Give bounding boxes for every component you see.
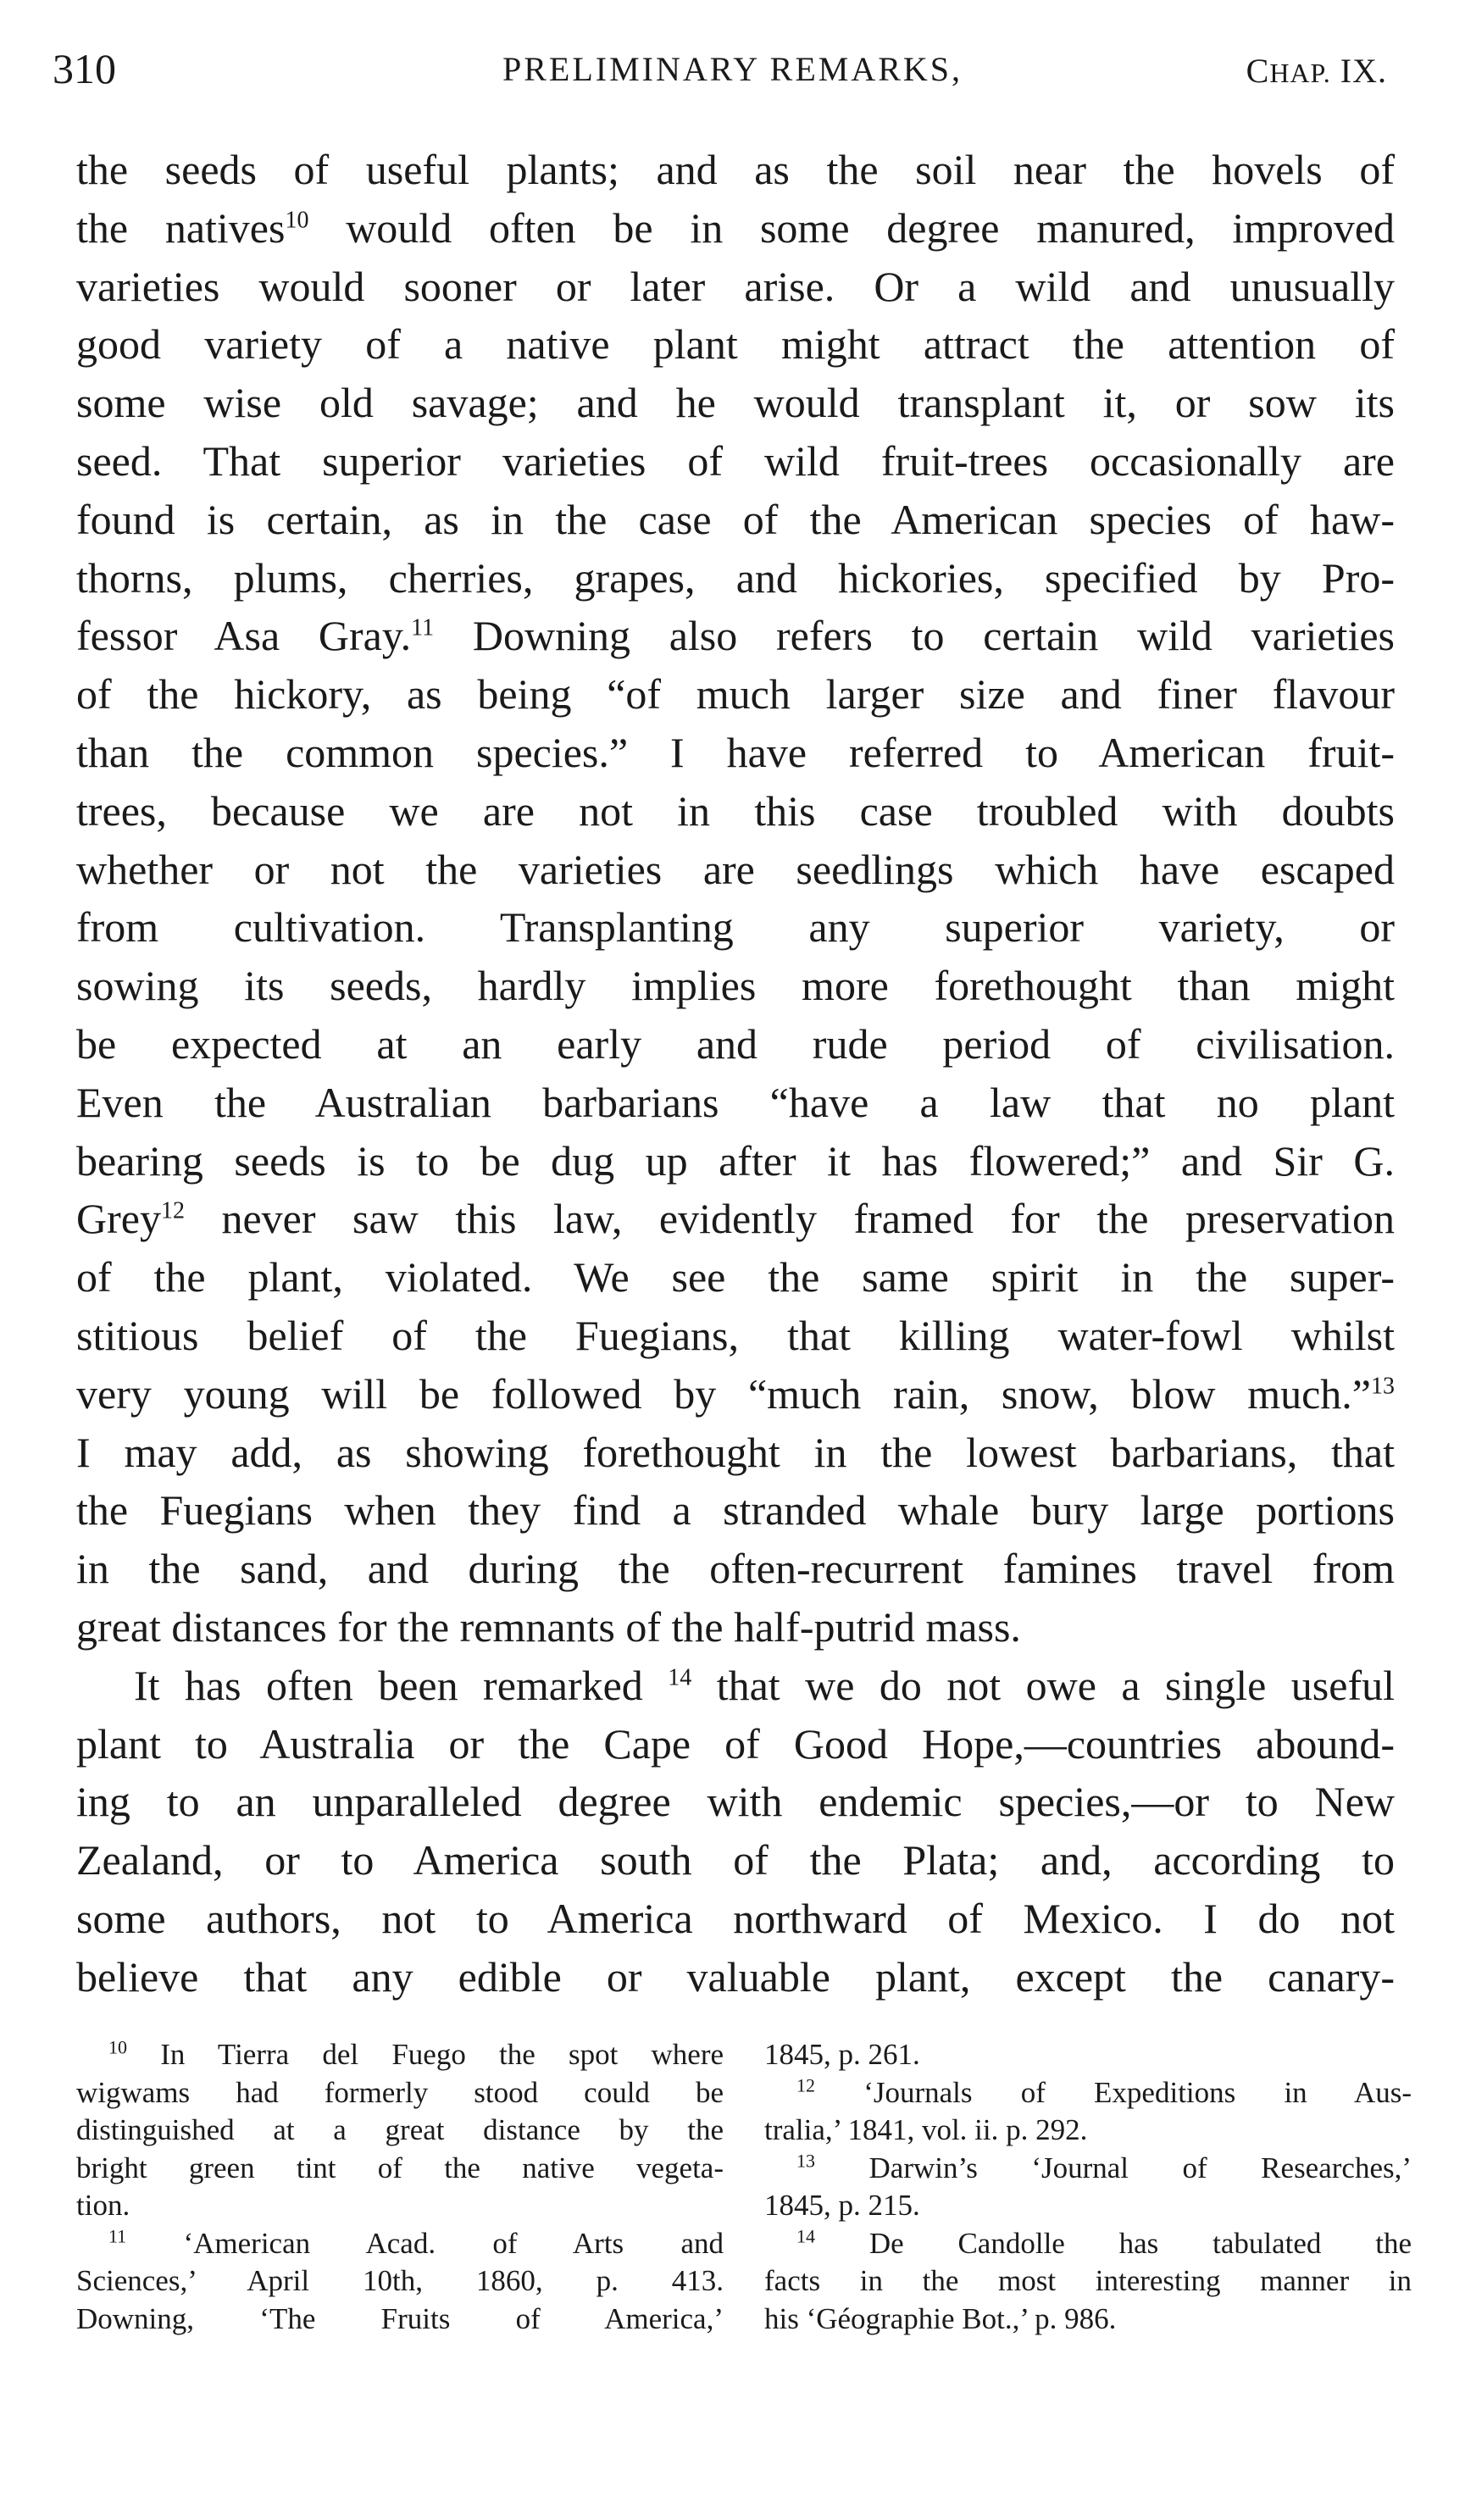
footnote-line: facts in the most interesting manner in <box>764 2264 1412 2297</box>
footnote-number: 12 <box>796 2073 815 2095</box>
page-number: 310 <box>53 45 116 92</box>
footnote-ref: 10 <box>285 207 309 234</box>
footnote-line: Sciences,’ April 10th, 1860, p. 413. <box>76 2264 724 2297</box>
footnote-number: 13 <box>796 2149 815 2171</box>
text-line: stitious belief of the Fuegians, that killing water-fowl whilst <box>76 1311 1395 1359</box>
footnote-line: $^{14}$ De Candolle has tabulated the <box>796 2224 1412 2260</box>
footnote-line: tralia,’ 1841, vol. ii. p. 292. <box>764 2113 1088 2146</box>
footnote-line: wigwams had formerly stood could be <box>76 2075 724 2109</box>
text-line: the natives$^{10}$ would often be in some degree manured, improved <box>76 203 1396 252</box>
footnote-column-right <box>764 2036 1412 2338</box>
text-line: the seeds of useful plants; and as the soil near the hovels of <box>76 146 1395 193</box>
text-line: plant to Australia or the Cape of Good Hope,—countries abound- <box>76 1719 1395 1768</box>
footnote-line: 1845, p. 215. <box>764 2189 920 2222</box>
text-line: good variety of a native plant might attract the attention of <box>76 320 1395 369</box>
footnote-line: $^{10}$ In Tierra del Fuego the spot where <box>108 2036 724 2071</box>
footnote-line: his ‘Géographie Bot.,’ p. 986. <box>764 2301 1117 2335</box>
text-line: great distances for the remnants of the half-putrid mass. <box>76 1602 1021 1651</box>
footnote-line: $^{13}$ Darwin’s ‘Journal of Researches,’ <box>796 2149 1412 2184</box>
text-line: very young will be followed by “much rain, snow, blow much.”$^{13}$ <box>76 1369 1395 1418</box>
footnote-number: 14 <box>796 2224 815 2246</box>
footnote-ref: 13 <box>1371 1373 1395 1400</box>
text-line: bearing seeds is to be dug up after it has flowered;” and Sir G. <box>76 1136 1395 1185</box>
footnote-line: distinguished at a great distance by the <box>76 2113 724 2146</box>
footnotes <box>76 2036 1412 2443</box>
text-line: of the plant, violated. We see the same spirit in the super- <box>76 1253 1395 1302</box>
text-line: in the sand, and during the often-recurrent famines travel from <box>76 1545 1395 1593</box>
text-line: the Fuegians when they find a stranded whale bury large portions <box>76 1486 1395 1535</box>
text-line: fessor Asa Gray.$^{11}$ Downing also refers to certain wild varieties <box>76 612 1395 660</box>
footnote-line: 1845, p. 261. <box>764 2038 920 2071</box>
text-line: I may add, as showing forethought in the lowest barbarians, that <box>76 1428 1395 1476</box>
footnote-ref: 11 <box>411 614 435 641</box>
text-line: of the hickory, as being “of much larger size and finer flavour <box>76 670 1395 719</box>
footnote-column-left <box>76 2036 724 2338</box>
text-line: Even the Australian barbarians “have a law that no plant <box>76 1078 1395 1126</box>
text-line: some wise old savage; and he would transplant it, or sow its <box>76 379 1395 427</box>
footnote-line: tion. <box>76 2189 130 2222</box>
text-line: varieties would sooner or later arise. Or a wild and unusually <box>76 262 1395 310</box>
chapter-label: CHAP. IX. <box>1246 52 1387 90</box>
footnote-line: $^{12}$ ‘Journals of Expeditions in Aus- <box>796 2073 1412 2109</box>
text-line: seed. That superior varieties of wild fruit-trees occasionally are <box>76 436 1395 485</box>
text-line: ing to an unparalleled degree with endemic species,—or to New <box>76 1778 1395 1826</box>
text-line: found is certain, as in the case of the American species of haw- <box>76 495 1395 543</box>
text-line: whether or not the varieties are seedlings which have escaped <box>76 845 1395 893</box>
running-head <box>0 44 1465 103</box>
text-line: It has often been remarked $^{14}$ that we do not owe a single useful <box>134 1661 1395 1709</box>
text-line: than the common species.” I have referred to American fruit- <box>76 728 1395 776</box>
text-line: sowing its seeds, hardly implies more forethought than might <box>76 962 1395 1010</box>
footnote-ref: 12 <box>160 1197 185 1224</box>
text-line: Grey$^{12}$ never saw this law, evidently framed for the preservation <box>76 1195 1396 1243</box>
text-line: from cultivation. Transplanting any superior variety, or <box>76 903 1395 952</box>
running-title: PRELIMINARY REMARKS, <box>502 50 963 88</box>
footnote-line: Downing, ‘The Fruits of America,’ <box>76 2301 724 2335</box>
footnote-ref: 14 <box>668 1664 692 1691</box>
text-line: trees, because we are not in this case troubled with doubts <box>76 786 1395 835</box>
body-text <box>76 141 1395 2007</box>
text-line: thorns, plums, cherries, grapes, and hickories, specified by Pro- <box>76 553 1395 602</box>
footnote-line: $^{11}$ ‘American Acad. of Arts and <box>108 2224 724 2260</box>
footnote-number: 11 <box>108 2224 127 2246</box>
text-line: some authors, not to America northward of Mexico. I do not <box>76 1894 1395 1942</box>
footnote-line: bright green tint of the native vegeta- <box>76 2151 724 2184</box>
footnote-number: 10 <box>108 2036 127 2058</box>
text-line: be expected at an early and rude period of civilisation. <box>76 1019 1395 1068</box>
text-line: believe that any edible or valuable plant, except the canary- <box>76 1952 1395 2001</box>
text-line: Zealand, or to America south of the Plata; and, according to <box>76 1836 1395 1884</box>
